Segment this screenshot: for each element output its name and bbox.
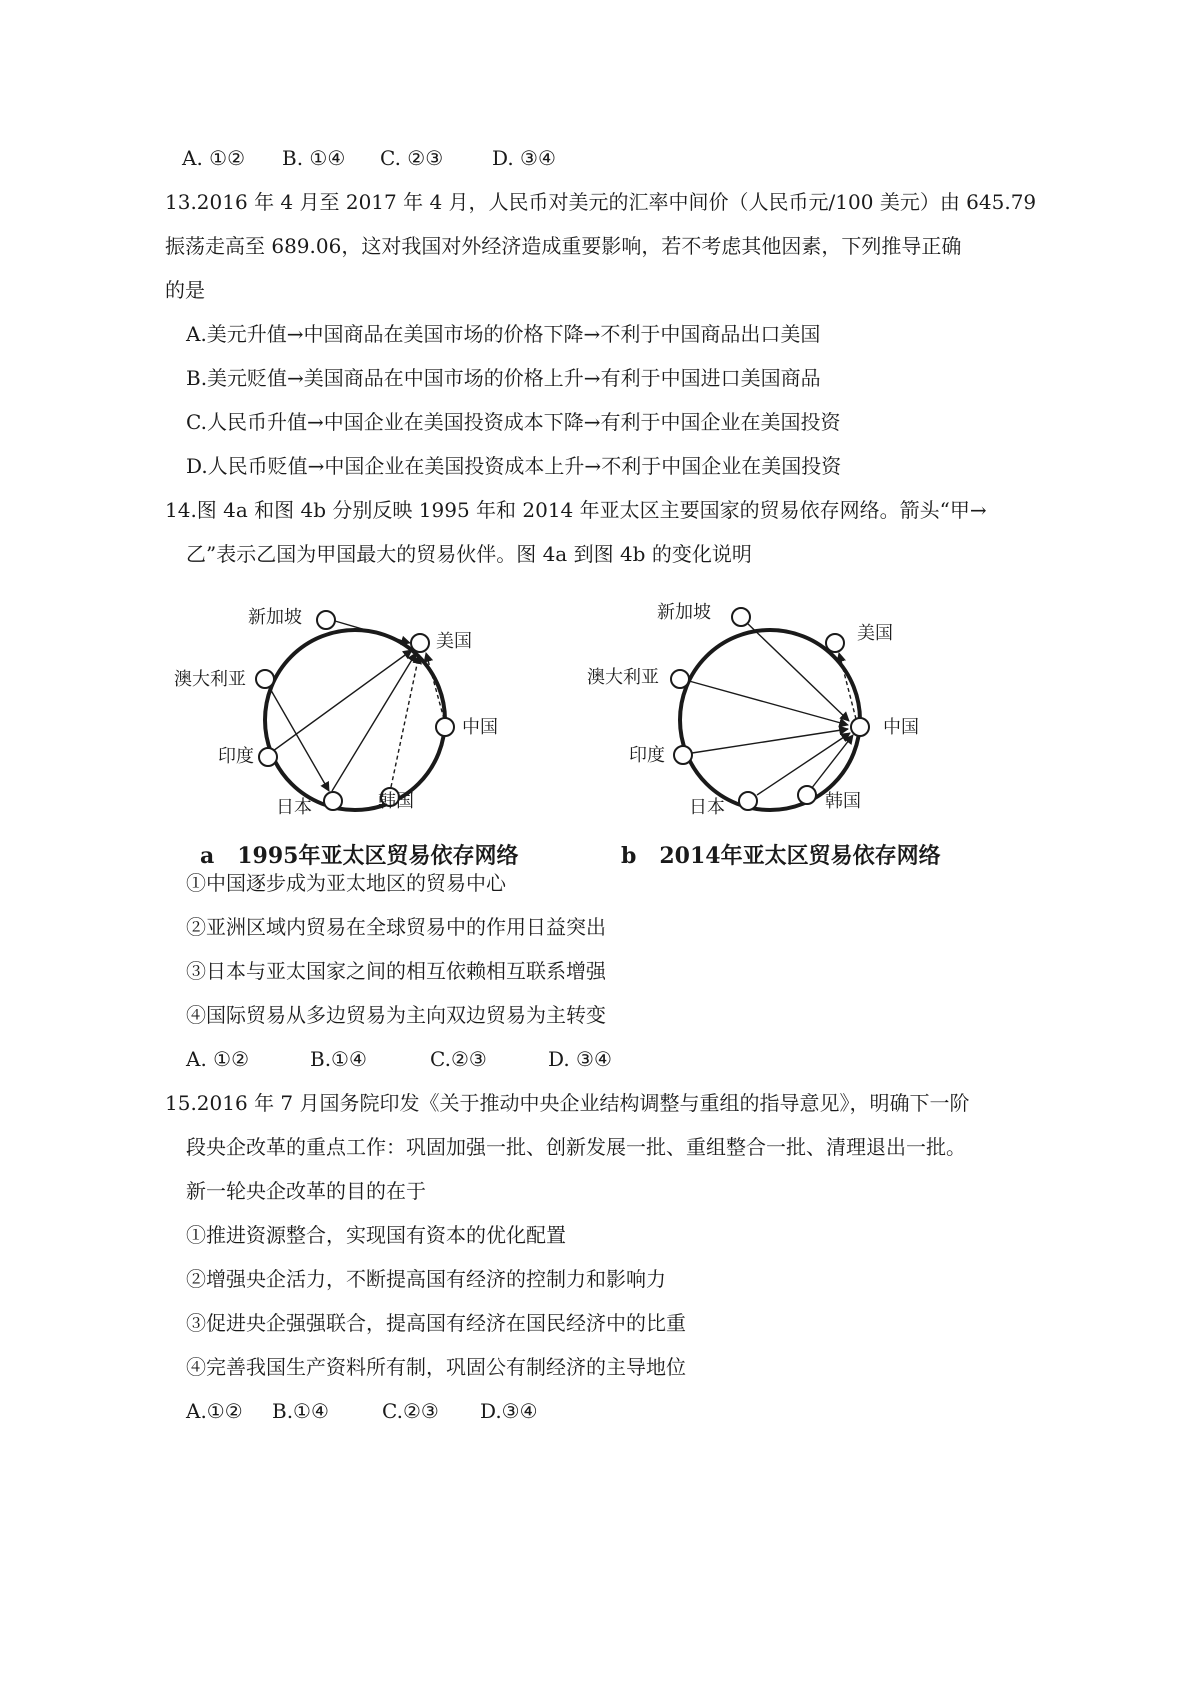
q15-option-a: A.①② xyxy=(186,1399,243,1423)
node-australia xyxy=(256,670,274,688)
q15-stem-line-2: 段央企改革的重点工作：巩固加强一批、创新发展一批、重组整合一批、清理退出一批。 xyxy=(186,1135,966,1159)
edge-china-usa xyxy=(426,653,444,719)
node-china xyxy=(436,718,454,736)
label-korea: 韩国 xyxy=(378,791,414,812)
q15-option-d: D.③④ xyxy=(480,1399,538,1423)
q13-stem-line-3: 的是 xyxy=(165,278,205,302)
q14-option-c: C.②③ xyxy=(430,1047,487,1071)
node-usa xyxy=(411,634,429,652)
q15-option-c: C.②③ xyxy=(382,1399,439,1423)
label-australia: 澳大利亚 xyxy=(174,669,246,690)
edge-india-usa xyxy=(273,650,412,751)
q14-option-b: B.①④ xyxy=(310,1047,367,1071)
node-india xyxy=(259,748,277,766)
q15-statement-2: ②增强央企活力，不断提高国有经济的控制力和影响力 xyxy=(186,1267,666,1291)
q15-stem-line-3: 新一轮央企改革的目的在于 xyxy=(186,1179,426,1203)
figure-4b-caption: b 2014年亚太区贸易依存网络 xyxy=(621,843,941,869)
q13-option-c: C.人民币升值→中国企业在美国投资成本下降→有利于中国企业在美国投资 xyxy=(186,410,841,434)
q13-stem-line-1: 13.2016 年 4 月至 2017 年 4 月，人民币对美元的汇率中间价（人民币元/100 美元）由 645.79 xyxy=(165,190,1037,214)
q14-stem-line-2: 乙”表示乙国为甲国最大的贸易伙伴。图 4a 到图 4b 的变化说明 xyxy=(186,542,752,566)
q15-option-b: B.①④ xyxy=(272,1399,329,1423)
node-india xyxy=(674,746,692,764)
edge-australia-japan xyxy=(268,685,329,791)
q12-option-d: D. ③④ xyxy=(492,146,556,170)
q15-statement-1: ①推进资源整合，实现国有资本的优化配置 xyxy=(186,1223,566,1247)
network-ring xyxy=(680,630,860,810)
label-china: 中国 xyxy=(883,717,919,738)
label-india: 印度 xyxy=(629,745,665,766)
node-usa xyxy=(826,634,844,652)
label-japan: 日本 xyxy=(689,797,725,818)
figure-4a xyxy=(170,575,570,905)
q13-option-a: A.美元升值→中国商品在美国市场的价格下降→不利于中国商品出口美国 xyxy=(186,322,821,346)
figure-4a-diagram xyxy=(170,575,570,905)
q15-stem-line-1: 15.2016 年 7 月国务院印发《关于推动中央企业结构调整与重组的指导意见》，明确下一阶 xyxy=(165,1091,970,1115)
q14-stem-line-1: 14.图 4a 和图 4b 分别反映 1995 年和 2014 年亚太区主要国家的贸易依存网络。箭头“甲→ xyxy=(165,498,987,522)
q15-statement-4: ④完善我国生产资料所有制，巩固公有制经济的主导地位 xyxy=(186,1355,686,1379)
edge-australia-china xyxy=(689,681,848,725)
q12-option-b: B. ①④ xyxy=(282,146,346,170)
q12-options xyxy=(182,144,556,172)
label-singapore: 新加坡 xyxy=(657,602,711,623)
label-usa: 美国 xyxy=(857,623,893,644)
q13-stem-line-2: 振荡走高至 689.06，这对我国对外经济造成重要影响，若不考虑其他因素，下列推导正确 xyxy=(165,234,962,258)
edge-japan-usa xyxy=(332,653,416,791)
node-japan xyxy=(324,792,342,810)
q12-option-c: C. ②③ xyxy=(380,146,444,170)
label-china: 中国 xyxy=(462,717,498,738)
label-singapore: 新加坡 xyxy=(248,607,302,628)
q14-statement-4: ④国际贸易从多边贸易为主向双边贸易为主转变 xyxy=(186,1003,606,1027)
label-india: 印度 xyxy=(218,746,254,767)
q12-option-a: A. ①② xyxy=(182,146,246,170)
label-usa: 美国 xyxy=(436,631,472,652)
figure-4a-caption: a 1995年亚太区贸易依存网络 xyxy=(200,843,519,869)
node-korea xyxy=(798,786,816,804)
q14-statement-2: ②亚洲区域内贸易在全球贸易中的作用日益突出 xyxy=(186,915,606,939)
figure-4b-diagram xyxy=(585,575,985,905)
node-singapore xyxy=(732,608,750,626)
edge-korea-china xyxy=(811,735,853,789)
label-australia: 澳大利亚 xyxy=(587,667,659,688)
q13-option-d: D.人民币贬值→中国企业在美国投资成本上升→不利于中国企业在美国投资 xyxy=(186,454,842,478)
node-singapore xyxy=(317,611,335,629)
node-china xyxy=(851,718,869,736)
edge-korea-usa xyxy=(391,655,419,787)
q14-statement-3: ③日本与亚太国家之间的相互依赖相互联系增强 xyxy=(186,959,606,983)
q15-statement-3: ③促进央企强强联合，提高国有经济在国民经济中的比重 xyxy=(186,1311,686,1335)
node-japan xyxy=(739,792,757,810)
q15-options xyxy=(186,1397,538,1425)
network-ring xyxy=(265,630,445,810)
label-korea: 韩国 xyxy=(825,791,861,812)
q14-statement-1: ①中国逐步成为亚太地区的贸易中心 xyxy=(186,871,506,895)
q14-option-a: A. ①② xyxy=(186,1047,250,1071)
figure-4b xyxy=(585,575,985,905)
q14-options xyxy=(186,1045,612,1073)
label-japan: 日本 xyxy=(276,797,312,818)
q14-option-d: D. ③④ xyxy=(548,1047,612,1071)
node-australia xyxy=(671,670,689,688)
q13-option-b: B.美元贬值→美国商品在中国市场的价格上升→有利于中国进口美国商品 xyxy=(186,366,821,390)
